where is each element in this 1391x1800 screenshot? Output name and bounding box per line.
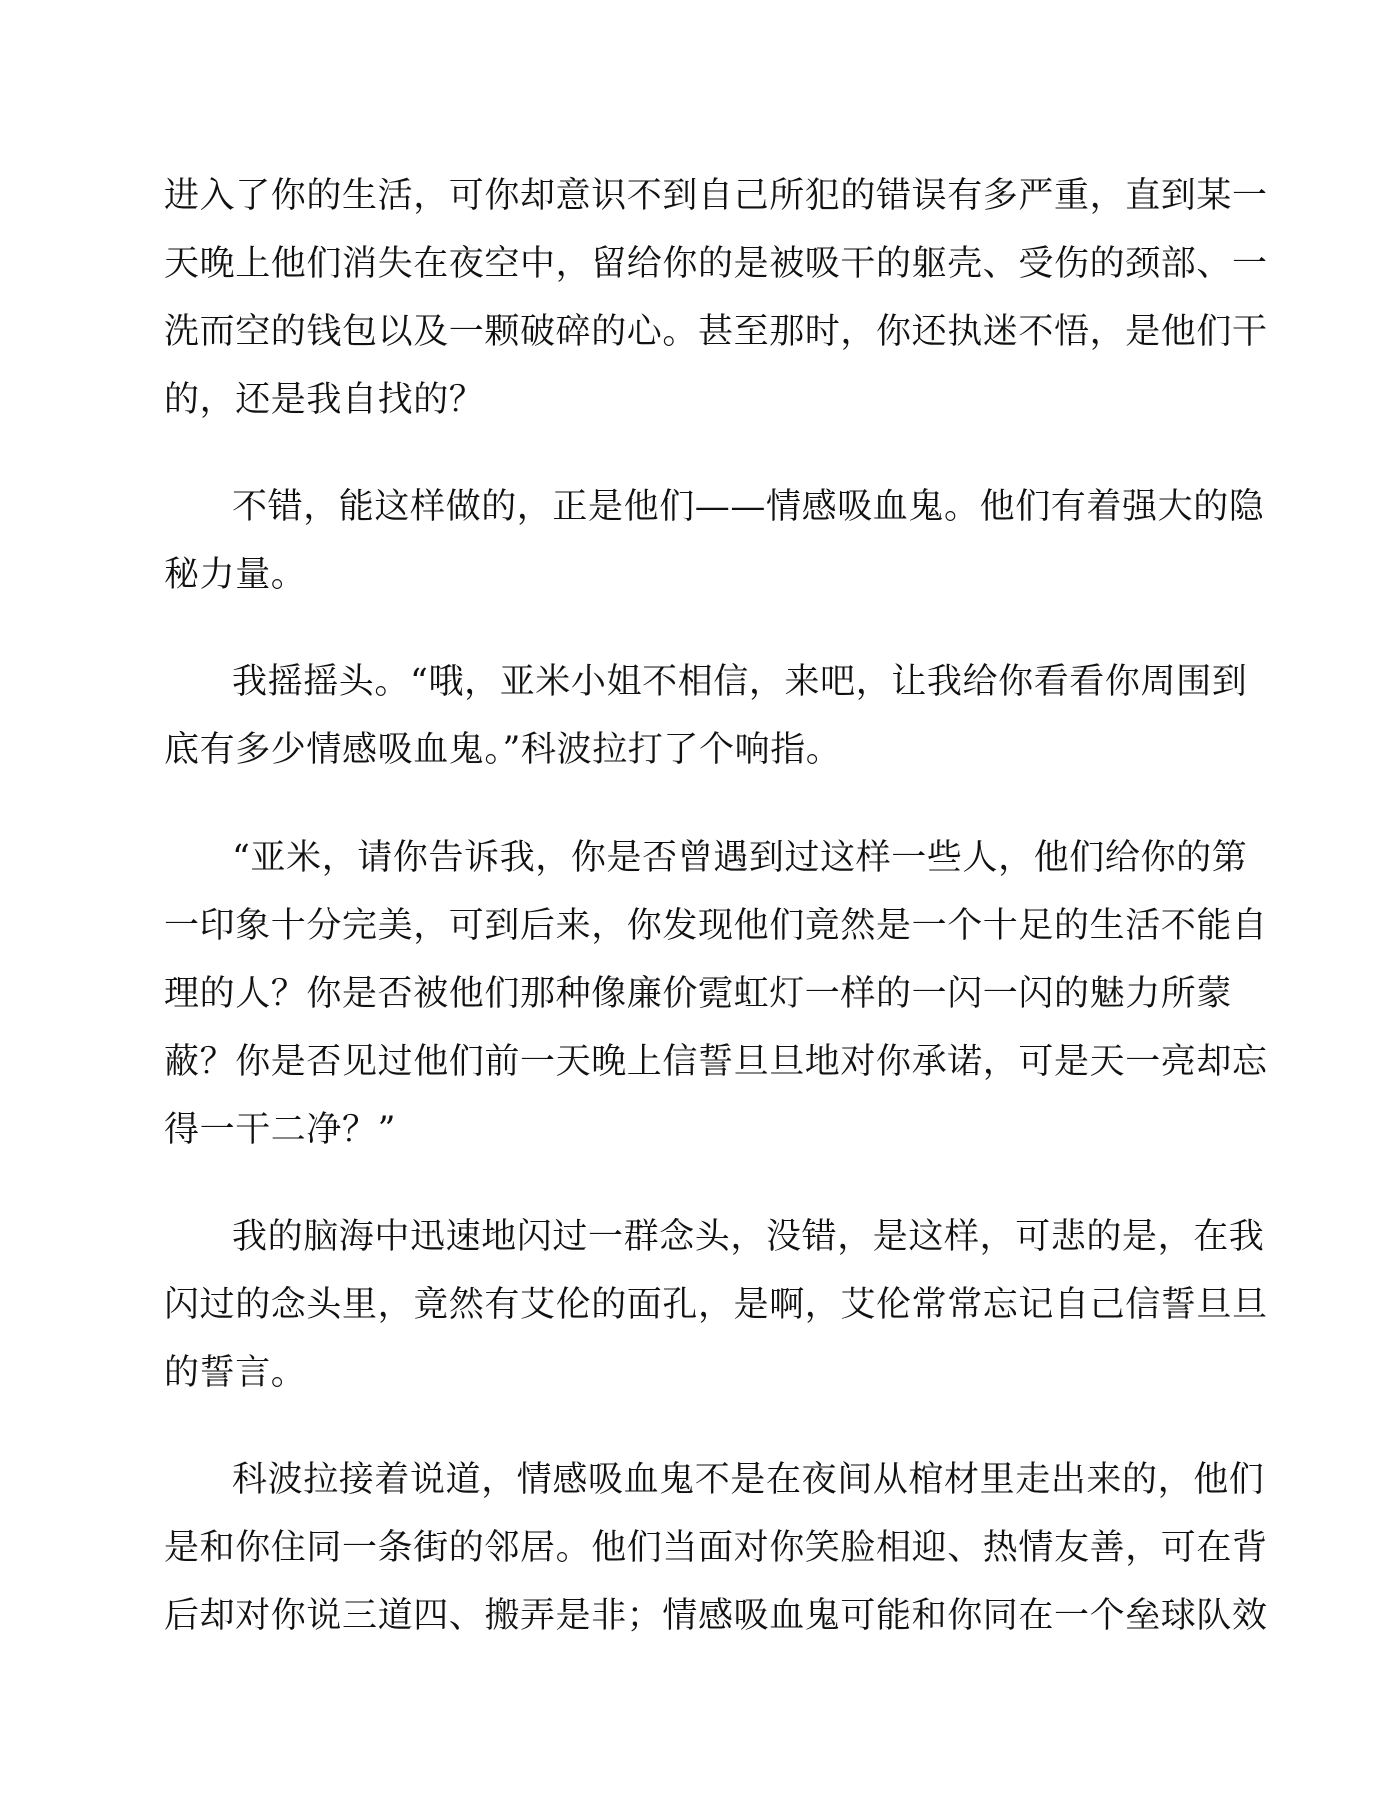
paragraph-4-line-3: 理的人？你是否被他们那种像廉价霓虹灯一样的一闪一闪的魅力所蒙 xyxy=(164,974,1233,1014)
paragraph-4-line-5: 得一干二净？” xyxy=(164,1110,397,1150)
paragraph-3-line-1: 我摇摇头。“哦，亚米小姐不相信，来吧，让我给你看看你周围到 xyxy=(232,662,1248,702)
paragraph-2-line-2: 秘力量。 xyxy=(164,555,307,595)
paragraph-4-line-1: “亚米，请你告诉我，你是否曾遇到过这样一些人，他们给你的第 xyxy=(232,838,1248,878)
paragraph-1-line-2: 天晚上他们消失在夜空中，留给你的是被吸干的躯壳、受伤的颈部、一 xyxy=(164,244,1268,284)
paragraph-5-line-2: 闪过的念头里，竟然有艾伦的面孔，是啊，艾伦常常忘记自己信誓旦旦 xyxy=(164,1285,1268,1325)
paragraph-4-line-4: 蔽？你是否见过他们前一天晚上信誓旦旦地对你承诺，可是天一亮却忘 xyxy=(164,1042,1268,1082)
paragraph-6-line-3: 后却对你说三道四、搬弄是非；情感吸血鬼可能和你同在一个垒球队效 xyxy=(164,1596,1268,1636)
paragraph-2-line-1: 不错，能这样做的，正是他们——情感吸血鬼。他们有着强大的隐 xyxy=(232,487,1265,527)
paragraph-1-line-3: 洗而空的钱包以及一颗破碎的心。甚至那时，你还执迷不悟，是他们干 xyxy=(164,312,1268,352)
paragraph-5-line-3: 的誓言。 xyxy=(164,1353,307,1393)
paragraph-3-line-2: 底有多少情感吸血鬼。”科波拉打了个响指。 xyxy=(164,730,842,770)
paragraph-5-line-1: 我的脑海中迅速地闪过一群念头，没错，是这样，可悲的是，在我 xyxy=(232,1217,1265,1257)
paragraph-1-line-1: 进入了你的生活，可你却意识不到自己所犯的错误有多严重，直到某一 xyxy=(164,176,1268,216)
paragraph-4-line-2: 一印象十分完美，可到后来，你发现他们竟然是一个十足的生活不能自 xyxy=(164,906,1268,946)
paragraph-1-line-4: 的，还是我自找的？ xyxy=(164,380,485,420)
paragraph-6-line-2: 是和你住同一条街的邻居。他们当面对你笑脸相迎、热情友善，可在背 xyxy=(164,1528,1268,1568)
paragraph-6-line-1: 科波拉接着说道，情感吸血鬼不是在夜间从棺材里走出来的，他们 xyxy=(232,1460,1265,1500)
